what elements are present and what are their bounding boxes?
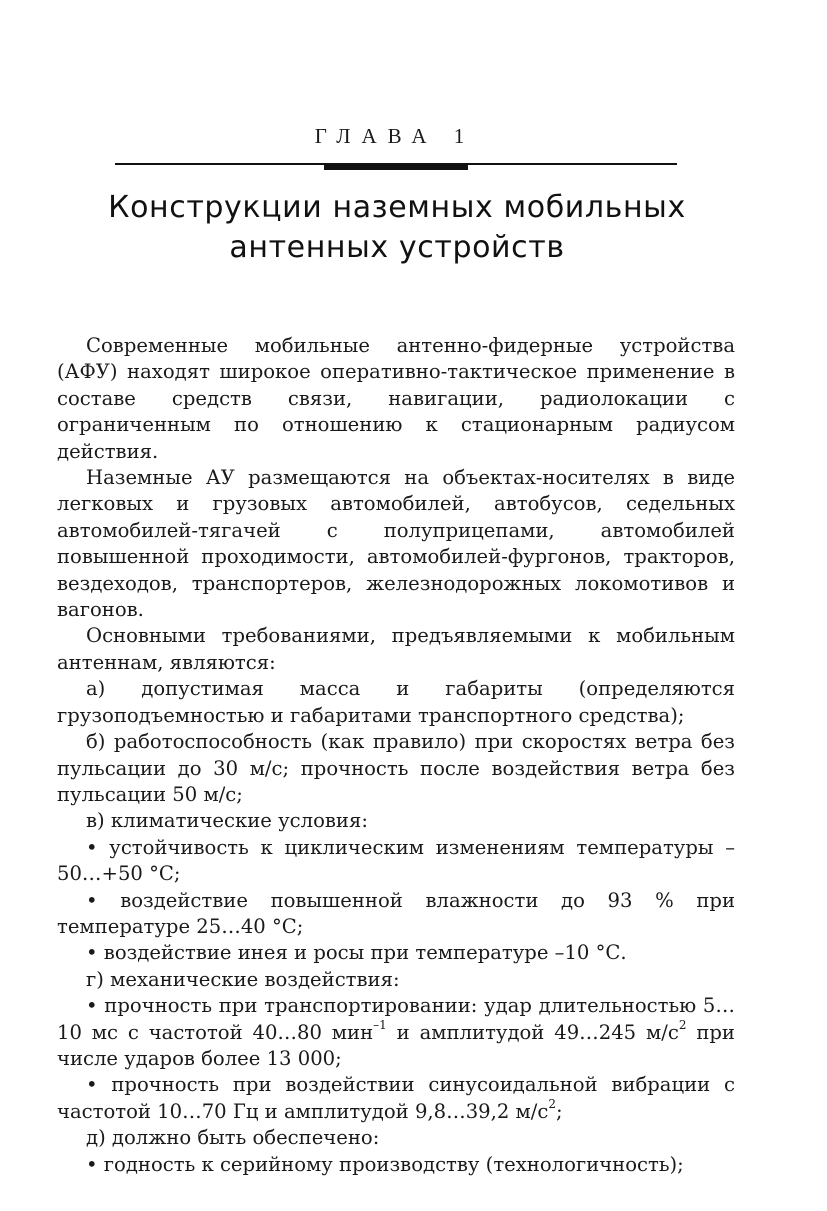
list-item-g: г) механические воздействия:	[86, 967, 400, 991]
bullet-frost-dew: • воздействие инея и росы при температуре –10 °С.	[86, 941, 627, 965]
superscript-two: 2	[548, 1097, 557, 1112]
list-item-b: б) работоспособность (как правило) при скоростях ветра без пульсации до 30 м/с; прочность после воздействия ветра без пульсации 50 м/с;	[57, 730, 735, 806]
list-item-a: а) допустимая масса и габариты (определяются грузоподъемностью и габаритами транспортного средства);	[57, 677, 735, 727]
superscript-two: 2	[678, 1018, 687, 1033]
chapter-title-line-1: Конструкции наземных мобильных	[108, 190, 686, 225]
list-item-v: в) климатические условия:	[86, 809, 368, 833]
superscript-minus-one: –1	[373, 1018, 387, 1033]
paragraph-intro: Современные мобильные антенно-фидерные устройства (АФУ) находят широкое оперативно-тактическое применение в составе средств связи, навигации, радиолокации с ограниченным по отношению к стационарным радиусом действия.	[57, 334, 735, 463]
paragraph-placement: Наземные АУ размещаются на объектах-носителях в виде легковых и грузовых автомобилей, автобусов, седельных автомобилей-тягачей с полуприцепами, автомобилей повышенной проходимости, автомобилей-фургонов, тракторов, вездеходов, транспортеров, железнодорожных локомотивов и вагонов.	[57, 466, 735, 622]
chapter-body	[57, 333, 735, 1178]
bullet-humidity: • воздействие повышенной влажности до 93 % при температуре 25…40 °С;	[57, 888, 735, 938]
list-item-d: д) должно быть обеспечено:	[86, 1126, 380, 1150]
chapter-rule-accent	[324, 163, 468, 170]
bullet-transport-text-3: при числе ударов более 13 000;	[57, 1020, 735, 1070]
bullet-vibration-text-2: ;	[556, 1099, 563, 1123]
bullet-temperature-cycles: • устойчивость к циклическим изменениям температуры –50…+50 °С;	[57, 835, 735, 886]
bullet-vibration-text-1: • прочность при воздействии синусоидальной вибрации с частотой 10…70 Гц и амплитудой 9,8…39,2 м/с	[57, 1073, 735, 1123]
bullet-transport-text-1: • прочность при транспортировании: удар длительностью 5…10 мс с частотой 40…80 мин	[57, 994, 735, 1044]
bullet-transport-strength	[57, 993, 735, 1072]
bullet-manufacturability: • годность к серийному производству (технологичность);	[86, 1152, 684, 1176]
chapter-title	[60, 188, 734, 268]
chapter-label: ГЛАВА 1	[314, 124, 476, 148]
chapter-title-line-2: антенных устройств	[229, 230, 565, 265]
paragraph-requirements: Основными требованиями, предъявляемыми к мобильным антеннам, являются:	[57, 624, 735, 674]
bullet-vibration-strength	[57, 1072, 735, 1125]
bullet-transport-text-2: и амплитудой 49…245 м/с	[386, 1020, 679, 1044]
